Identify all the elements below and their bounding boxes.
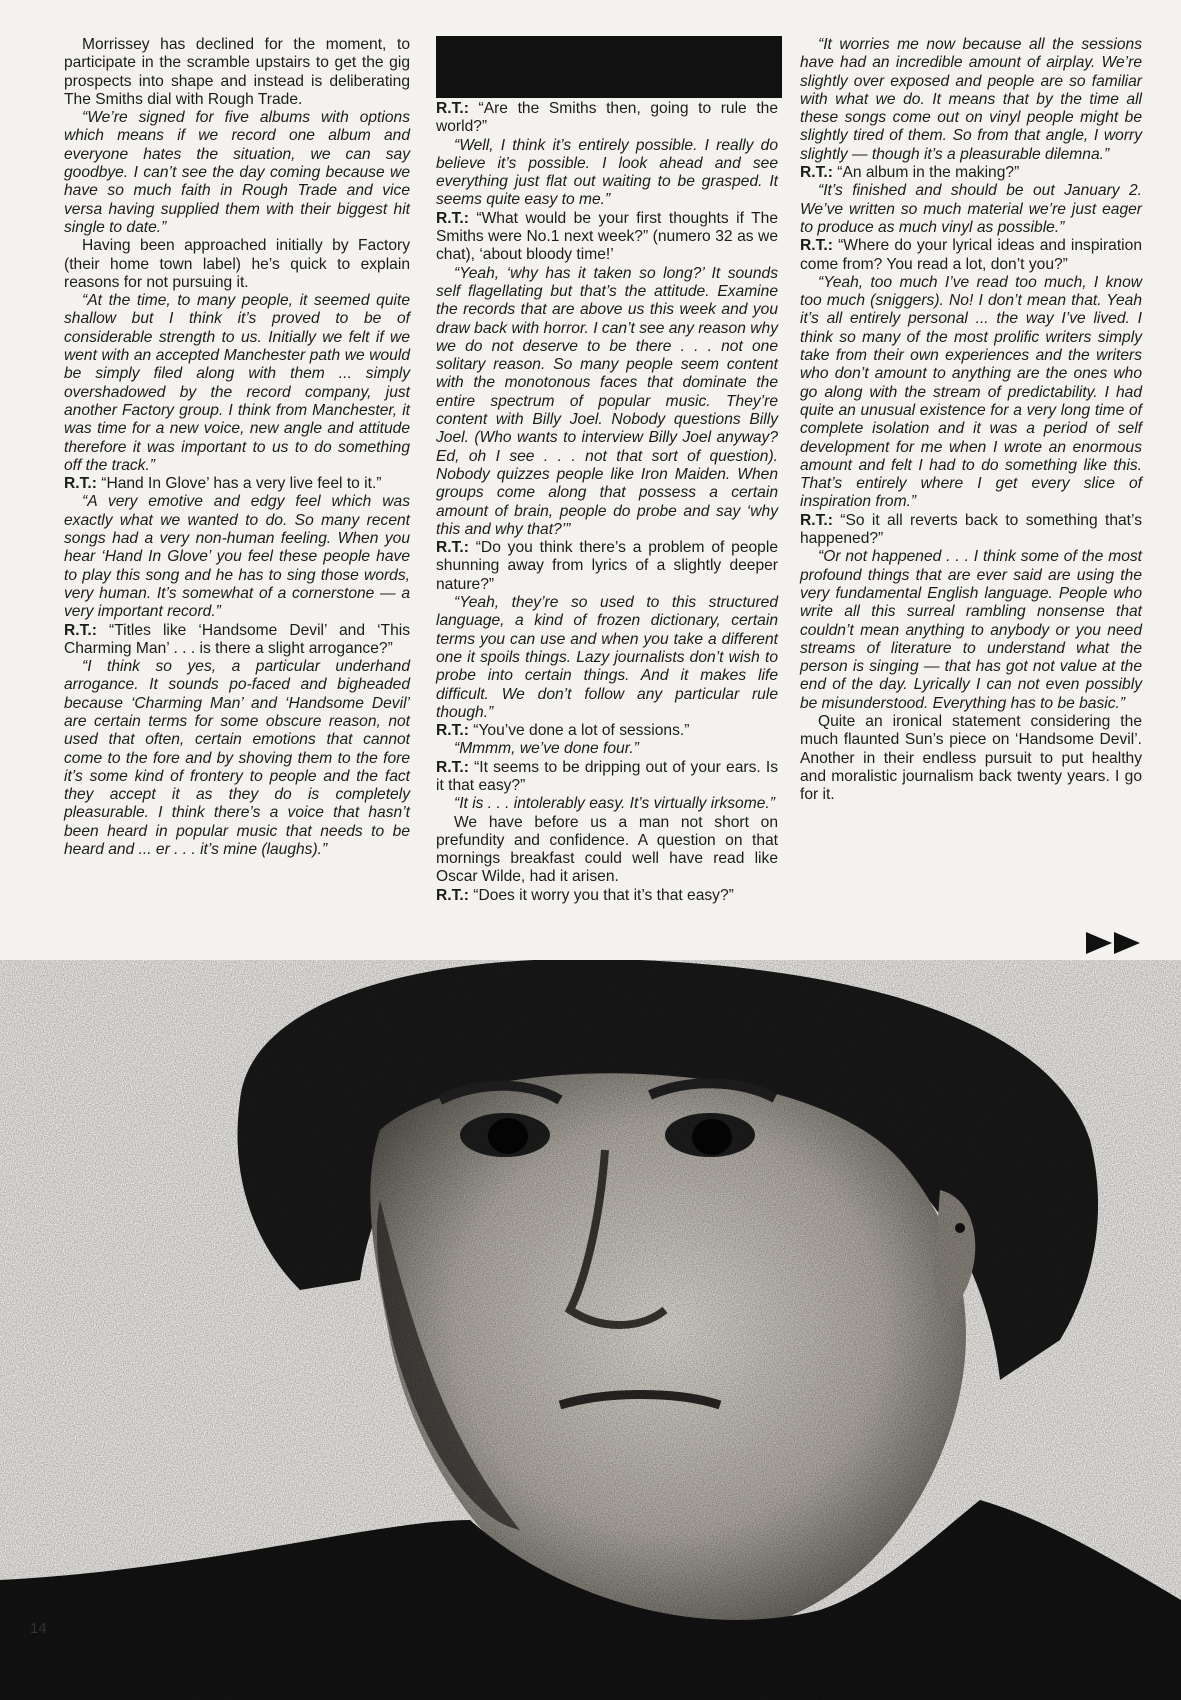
interview-answer: “Well, I think it’s entirely possible. I really do believe it’s possible. I look ahead and see everything just flat out waiting to be grasped. It seems quite easy to me.” [436,136,778,209]
narrative-paragraph: Having been approached initially by Factory (their home town label) he’s quick to explain reasons for not pursuing it. [64,237,410,291]
question-text: “You’ve done a lot of sessions.” [468,722,690,740]
interviewer-question [436,759,778,796]
interviewer-question [436,887,778,905]
narrative-paragraph: We have before us a man not short on prefundity and confidence. A question on that mornings breakfast could well have read like Oscar Wilde, had it arisen. [436,813,778,886]
interviewer-label: R.T.: [64,475,97,493]
interviewer-question [436,100,778,137]
interviewer-label: R.T.: [436,722,469,740]
interview-answer: “Mmmm, we’ve done four.” [454,740,639,758]
interview-answer: “It is . . . intolerably easy. It’s virtually irksome.” [454,795,775,813]
interviewer-question [800,237,1142,274]
question-text: “Where do your lyrical ideas and inspiration come from? You read a lot, don’t you?” [800,237,1142,273]
interviewer-question [800,512,1142,549]
interviewer-label: R.T.: [800,237,833,255]
interview-answer: “We’re signed for five albums with options which means if we record one album and everyone hates the situation, we can say goodbye. I can’t see the day coming because we have so much faith in Rough Trade and vice versa having supplied them with their biggest hit single to date.” [64,109,410,236]
question-text: “Hand In Glove’ has a very live feel to it.” [96,475,382,493]
question-text: “Does it worry you that it’s that easy?” [468,886,734,904]
interview-answer: “A very emotive and edgy feel which was exactly what we wanted to do. So many recent songs had a very non-human feeling. When you hear ‘Hand In Glove’ you feel these people have to play this song and he has to sing those words, very human. It’s somewhat of a cornerstone — a very important record.” [64,493,410,621]
interview-answer: “It’s finished and should be out January 2. We’ve written so much material we’re just eager to produce as much vinyl as possible.” [800,182,1142,236]
interviewer-question [436,539,778,594]
interviewer-label: R.T.: [436,100,469,117]
interviewer-question [436,722,778,740]
article-column-3 [800,36,1142,804]
article-column-2 [436,100,778,905]
interview-answer: “Yeah, ‘why has it taken so long?’ It sounds self flagellating but that’s the attitude. Examine the records that are above us this week and you draw back with horror. I can’t see any reason why we do not deserve to be there . . . not one solitary reason. So many people seem content with the monotonous faces that dominate the entire spectrum of popular music. They’re content with Billy Joel. Nobody questions Billy Joel. (Who wants to interview Billy Joel anyway? Ed, oh I see . . . not that sort of question). Nobody quizzes people like Iron Maiden. When groups come along that possess a certain amount of brain, people do probe and say ‘why this and why that?’” [436,264,778,538]
interviewer-question [436,210,778,265]
question-text: “So it all reverts back to something that’s happened?” [800,511,1142,548]
black-header-bar [436,36,782,98]
question-text: “Are the Smiths then, going to rule the world?” [436,100,778,136]
interview-answer: “Yeah, too much I’ve read too much, I know too much (sniggers). No! I don’t mean that. Yeah it’s all entirely personal ... the way I’ve lived. I think so many of the most prolific writers simply take from their own experiences and the writers who don’t amount to anything are the ones who go along with the stream of predictability. I had quite an unusual existence for a very long time of complete isolation and it was a period of self development for me when I wrote an enormous amount and felt I had to do something like this. That’s entirely where I get every slice of inspiration from.” [800,273,1142,511]
interview-answer: “At the time, to many people, it seemed quite shallow but I think it’s proved to be of considerable strength to us. Initially we felt if we went with an accepted Manchester path we would be simply filed along with them ... simply overshadowed by the record company, just another Factory group. I think from Manchester, it was time for a new voice, new angle and attitude therefore it was important to us to do something off the track.” [64,292,410,474]
interviewer-label: R.T.: [436,758,469,776]
question-text: “Titles like ‘Handsome Devil’ and ‘This Charming Man’ . . . is there a slight arrogance?” [64,621,410,657]
interview-answer: “Yeah, they’re so used to this structured language, a kind of frozen dictionary, certain terms you can use and when you take a different one it spoils things. Lazy journalists don’t wish to probe into certain things. And it makes life difficult. We don’t follow any particular rule though.” [436,594,778,721]
portrait-photo [0,960,1181,1700]
question-text: “It seems to be dripping out of your ears. Is it that easy?” [436,758,778,794]
interviewer-label: R.T.: [436,209,469,227]
page-number: 14 [30,1620,47,1637]
interviewer-label: R.T.: [436,886,469,904]
interview-answer: “Or not happened . . . I think some of the most profound things that are ever said are using the very fundamental English language. People who write all this surreal rambling nonsense that couldn’t mean anything to anybody or you need streams of literature to understand what the person is singing — that has got not value at the end of the day. Lyrically I can not even possibly be misunderstood. Everything has to be basic.” [800,548,1142,712]
interview-answer: “I think so yes, a particular underhand arrogance. It sounds po-faced and bigheaded because ‘Charming Man’ and ‘Handsome Devil’ are certain terms for some obscure reason, not used that often, certain emotions that cannot come to the fore and by shoving them to the fore it’s some kind of frontery to people and the fact they accept it as they do is completely pleasurable. I think there’s a voice that hasn’t been heard in popular music that needs to be heard and ... er . . . it’s mine (laughs).” [64,658,410,859]
question-text: “What would be your first thoughts if The Smiths were No.1 next week?” (numero 32 as we chat), ‘about bloody time!’ [436,209,778,264]
fast-forward-icon [1086,932,1142,954]
interviewer-label: R.T.: [800,511,833,529]
interviewer-question [64,622,410,659]
interviewer-question [64,475,410,493]
question-text: “Do you think there’s a problem of people shunning away from lyrics of a slightly deeper nature?” [436,539,778,593]
interviewer-label: R.T.: [800,164,833,182]
question-text: “An album in the making?” [832,164,1020,182]
narrative-paragraph: Quite an ironical statement considering the much flaunted Sun’s piece on ‘Handsome Devil’. Another in their endless pursuit to put healthy and moralistic journalism back twenty years. I go for it. [800,712,1142,804]
interviewer-question [800,164,1142,182]
article-column-1 [64,36,410,859]
interviewer-label: R.T.: [64,621,97,639]
interviewer-label: R.T.: [436,539,469,557]
narrative-paragraph: Morrissey has declined for the moment, to participate in the scramble upstairs to get the gig prospects into shape and instead is deliberating The Smiths dial with Rough Trade. [64,36,410,108]
interview-answer: “It worries me now because all the sessions have had an incredible amount of airplay. We’re slightly over exposed and people are so familiar with what we do. It means that by the time all these songs come out on vinyl people might be slightly tired of them. So from that angle, I worry slightly — though it’s a pleasurable dilemna.” [800,36,1142,163]
